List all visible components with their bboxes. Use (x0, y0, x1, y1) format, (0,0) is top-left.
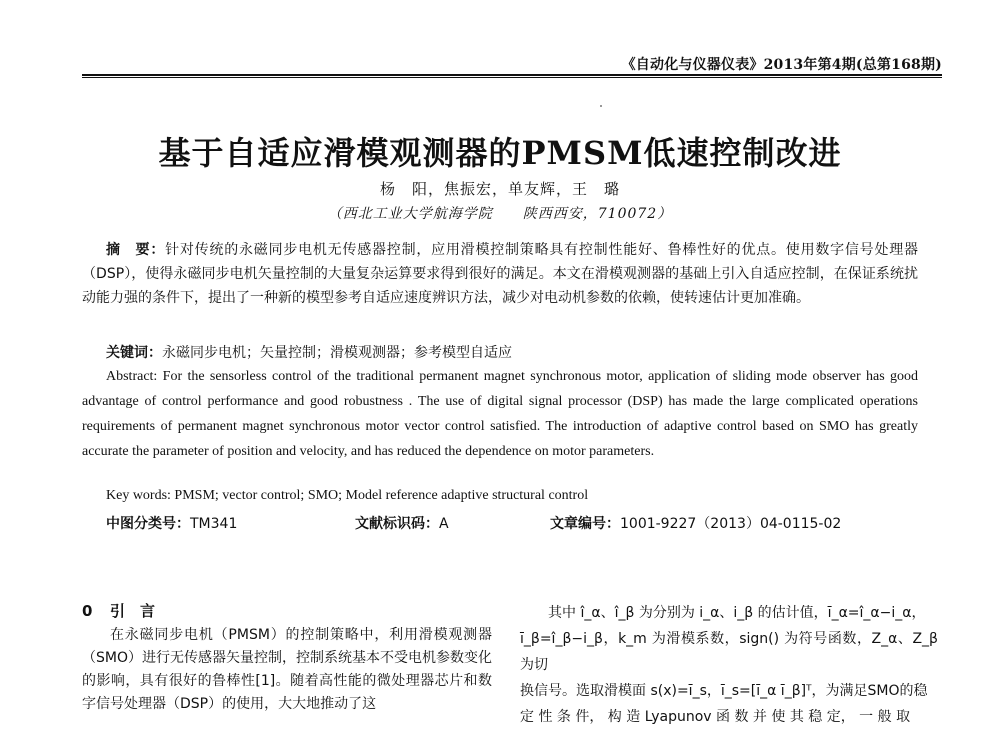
abstract-en-label: Abstract: (106, 369, 158, 384)
abstract-cn-text: 针对传统的永磁同步电机无传感器控制，应用滑模控制策略具有控制性能好、鲁棒性好的优点。使用数字信号处理器（DSP），使得永磁同步电机矢量控制的大量复杂运算要求得到很好的满足。本文在滑模观测器的基础上引入自适应控制，在保证系统扰动能力强的条件下，提出了一种新的模型参考自适应速度辨识方法，减少对电动机参数的依赖，使转速估计更加准确。 (82, 242, 919, 306)
abstract-en (82, 364, 918, 464)
right-line-1: 其中 î_α、î_β 为分别为 i_α、i_β 的估计值，ī_α=î_α−i_α， (548, 605, 926, 621)
abstract-en-text: For the sensorless control of the traditional permanent magnet synchronous motor, application of sliding mode observer has good advantage of control performance and good robustness . The use of digital signal processor (DSP) has made the large complicated operations requirements of permanent magnet synchronous motor vector control satisfied. The introduction of adaptive control based on SMO has greatly accurate the parameter of position and velocity, and has reduced the dependence on motor parameters. (82, 369, 919, 459)
running-header: 《自动化与仪器仪表》2013年第4期(总第168期) (621, 57, 942, 73)
abstract-cn-label: 摘 要： (106, 242, 166, 258)
keywords-en: Key words: PMSM; vector control; SMO; Model reference adaptive structural control (106, 488, 589, 503)
doc-value: A (439, 516, 449, 532)
right-line-2: ī_β=î_β−i_β，k_m 为滑模系数，sign() 为符号函数，Z_α、Z_β 为切 (520, 631, 938, 673)
paper-title: 基于自适应滑模观测器的PMSM低速控制改进 (158, 134, 842, 172)
article-number (550, 513, 841, 533)
left-column (82, 600, 492, 716)
keywords-cn (106, 342, 512, 362)
clc-value: TM341 (190, 516, 238, 532)
right-line-3: 换信号。选取滑模面 s(x)=ī_s，ī_s=[ī_α ī_β]ᵀ，为满足SMO的稳 (520, 683, 928, 699)
header-rule-thick (82, 74, 942, 76)
section-title: 引 言 (110, 602, 156, 620)
clc-number (106, 513, 237, 533)
abstract-cn (82, 238, 918, 310)
right-line-4: 定 性 条 件， 构 造 Lyapunov 函 数 并 使 其 稳 定， 一 般 取 (520, 709, 911, 725)
section-body: 在永磁同步电机（PMSM）的控制策略中，利用滑模观测器（SMO）进行无传感器矢量控制，控制系统基本不受电机参数变化的影响，具有很好的鲁棒性[1]。随着高性能的微处理器芯片和数字信号处理器（DSP）的使用，大大地推动了这 (82, 627, 492, 712)
section-number: 0 (82, 602, 93, 620)
clc-label: 中图分类号： (106, 516, 190, 532)
doc-label: 文献标识码： (355, 516, 439, 532)
section-heading (82, 600, 492, 624)
authors: 杨 阳，焦振宏，单友辉，王 璐 (379, 180, 620, 198)
art-label: 文章编号： (550, 516, 620, 532)
keywords-cn-label: 关键词： (106, 345, 162, 361)
keywords-cn-text: 永磁同步电机；矢量控制；滑模观测器；参考模型自适应 (162, 345, 512, 361)
speck (600, 105, 602, 107)
art-value: 1001-9227（2013）04-0115-02 (620, 516, 842, 532)
header-rule-thin (82, 77, 942, 78)
right-column (520, 600, 938, 730)
doc-code (355, 513, 449, 533)
affiliation: （西北工业大学航海学院 陕西西安，710072） (327, 206, 673, 222)
